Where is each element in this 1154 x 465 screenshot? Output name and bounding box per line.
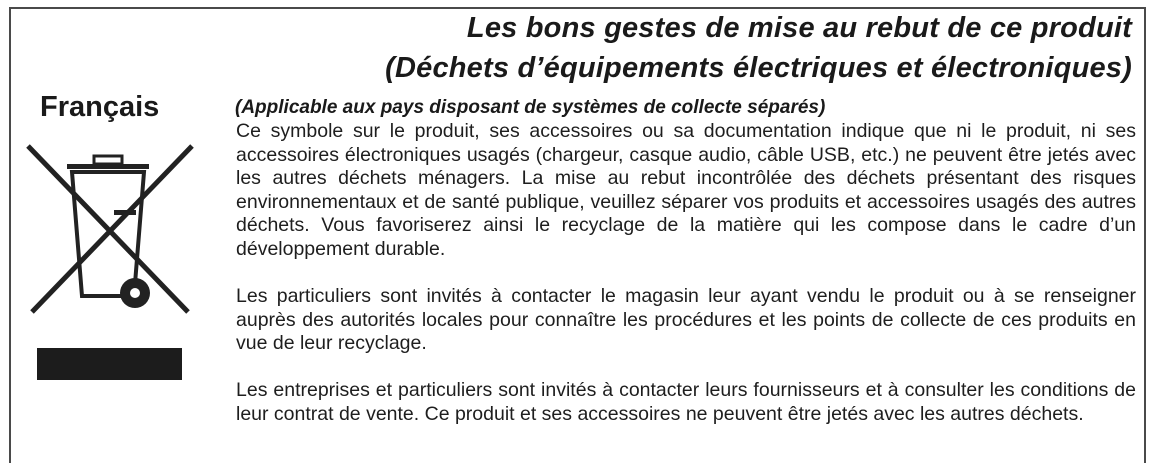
language-label: Français <box>40 91 160 123</box>
paragraph-2: Les particuliers sont invités à contacter le magasin leur ayant vendu le produit ou à se renseigner auprès des autorités locales pour connaître les procédures et les points de collecte de ces produits en vue de leur recyclage. <box>236 285 1136 354</box>
notice-title-line-2: (Déchets d’équipements électriques et électroniques) <box>385 52 1132 84</box>
paragraph-1: Ce symbole sur le produit, ses accessoires ou sa documentation indique que ni le produit, ni ses accessoires électroniques usagés (chargeur, casque audio, câble USB, etc.) ne peuvent être jetés avec les autres déchets ménagers. La mise au rebut incontrôlée des déchets présentant des risques environnementaux et de santé publique, veuillez séparer vos produits et accessoires usagés des autres déchets. Vous favoriserez ainsi le recyclage de la matière qui les compose dans le cadre d’un développement durable. <box>236 120 1136 260</box>
notice-title-line-1: Les bons gestes de mise au rebut de ce produit <box>466 12 1132 44</box>
weee-solid-bar <box>37 348 182 380</box>
crossed-out-wheeled-bin-icon <box>22 138 198 320</box>
paragraph-3: Les entreprises et particuliers sont invités à contacter leurs fournisseurs et à consulter les conditions de leur contrat de vente. Ce produit et ses accessoires ne peuvent être jetés avec les autres déchets. <box>236 379 1136 425</box>
notice-subtitle: (Applicable aux pays disposant de systèmes de collecte séparés) <box>235 97 826 118</box>
